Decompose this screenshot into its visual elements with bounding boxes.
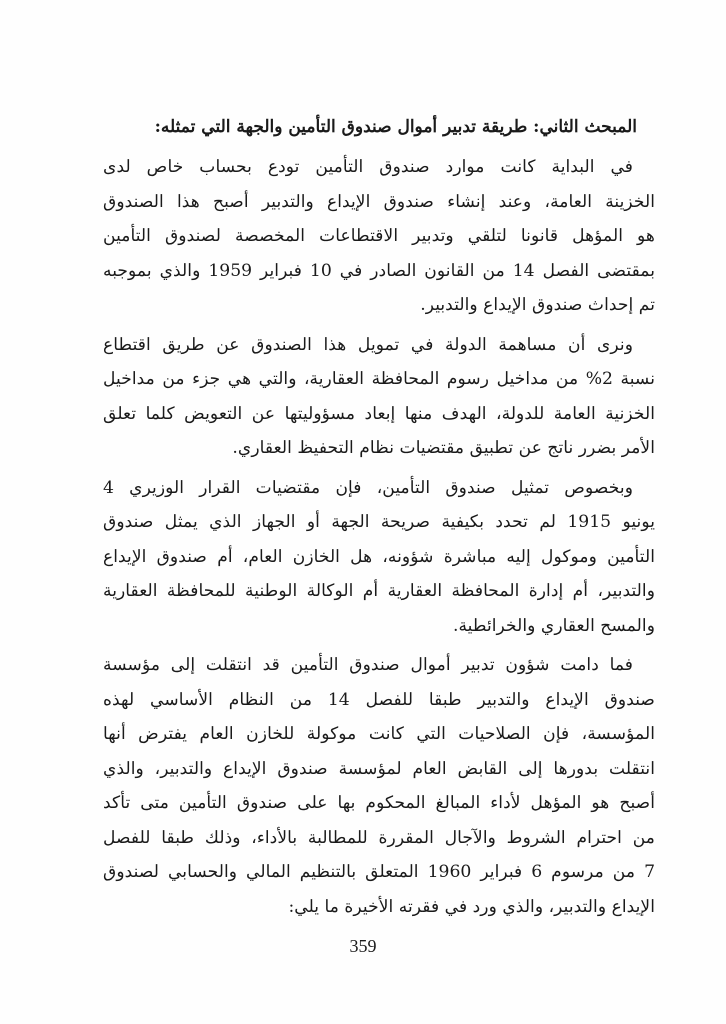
text-line: انتقلت بدورها إلى القابض العام لمؤسسة صندوق الإيداع والتدبير، والذي [103,758,655,779]
text-line: تم إحداث صندوق الإيداع والتدبير. [420,295,655,315]
text-line: صندوق الإيداع والتدبير طبقا للفصل 14 من النظام الأساسي لهذه [103,689,655,710]
text-line: والمسح العقاري والخرائطية. [452,615,655,636]
text-line: التأمين وموكول إليه مباشرة شؤونه، هل الخازن العام، أم صندوق الإيداع [103,546,655,567]
paragraph-1 [103,150,655,323]
text-line: نسبة 2% من مداخيل رسوم المحافظة العقارية، والتي هي جزء من مداخيل [103,369,655,389]
text-line: الأمر بضرر ناتج عن تطبيق مقتضيات نظام التحفيظ العقاري. [232,438,655,458]
text-line: المؤسسة، فإن الصلاحيات التي كانت موكولة للخازن العام يفترض أنها [103,724,655,744]
text-line: وبخصوص تمثيل صندوق التأمين، فإن مقتضيات القرار الوزيري 4 [103,477,633,498]
text-line: الخزينة العامة، وعند إنشاء صندوق الإيداع والتدبير أصبح هذا الصندوق [103,191,655,212]
text-line: الخزنية العامة للدولة، الهدف منها إبعاد مسؤوليتها عن التعويض كلما تعلق [103,403,655,424]
paragraph-3 [103,471,655,644]
text-line: في البداية كانت موارد صندوق التأمين تودع بحساب خاص لدى [103,157,633,177]
text-line: والتدبير، أم إدارة المحافظة العقارية أم الوكالة الوطنية للمحافظة العقارية [103,581,655,601]
text-line: بمقتضى الفصل 14 من القانون الصادر في 10 فبراير 1959 والذي بموجبه [103,260,655,281]
paragraph-2 [103,328,655,466]
text-line: يونيو 1915 لم تحدد بكيفية صريحة الجهة أو الجهاز الذي يمثل صندوق [103,512,655,532]
text-line: ونرى أن مساهمة الدولة في تمويل هذا الصندوق عن طريق اقتطاع [103,334,633,355]
text-line: الإيداع والتدبير، والذي ورد في فقرته الأخيرة ما يلي: [288,896,655,917]
page-number: 359 [349,936,377,956]
text-line: أصبح هو المؤهل لأداء المبالغ المحكوم بها على صندوق التأمين متى تأكد [103,793,655,813]
text-line: 7 من مرسوم 6 فبراير 1960 المتعلق بالتنظيم المالي والحسابي لصندوق [103,862,655,882]
section-heading: المبحث الثاني: طريقة تدبير أموال صندوق التأمين والجهة التي تمثله: [154,117,637,137]
text-line: من احترام الشروط والآجال المقررة للمطالبة بالأداء، وذلك طبقا للفصل [103,827,655,848]
paragraph-4 [103,648,655,924]
text-line: فما دامت شؤون تدبير أموال صندوق التأمين قد انتقلت إلى مؤسسة [103,655,633,675]
text-line: هو المؤهل قانونا لتلقي وتدبير الاقتطاعات المخصصة لصندوق التأمين [103,226,655,246]
page-content [103,112,655,929]
